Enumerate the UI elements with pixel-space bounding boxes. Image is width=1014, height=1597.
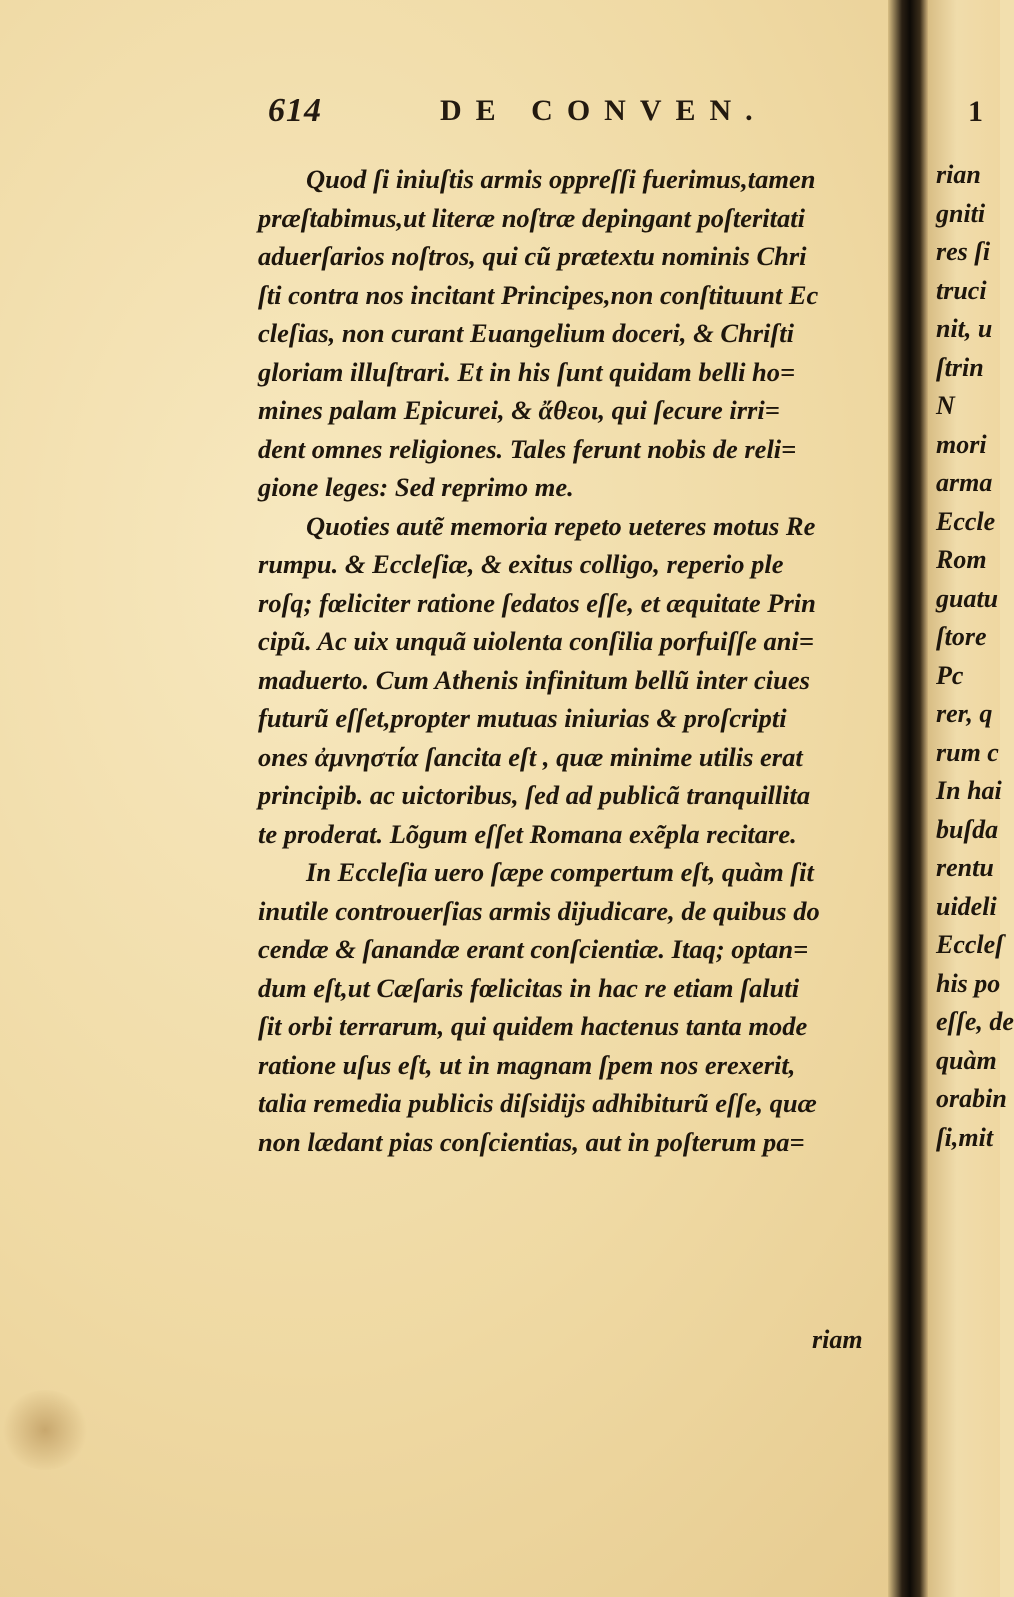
right-page-line: res ſi: [936, 237, 991, 266]
text-line: ones ἀμνηστία ſancita eſt , quæ minime utilis erat: [258, 741, 803, 772]
text-line: ſti contra nos incitant Principes,non conſtituunt Ec: [258, 279, 819, 310]
right-page-line: nit, u: [936, 314, 993, 343]
right-page-line: ſi,mit: [936, 1122, 994, 1152]
right-page-line: eſſe, de: [936, 1007, 1014, 1036]
text-line: futurũ eſſet,propter mutuas iniurias & proſcripti: [258, 703, 787, 733]
text-line: non lædant pias conſcientias, aut in poſterum pa=: [258, 1126, 805, 1157]
right-page-line: gniti: [936, 198, 986, 228]
catchword: riam: [812, 1325, 863, 1354]
right-page-line: rer, q: [936, 699, 993, 728]
paper-stain: [0, 1390, 90, 1470]
text-line: dum eſt,ut Cæſaris fœlicitas in hac re etiam ſaluti: [258, 972, 800, 1003]
right-page-line: his po: [936, 968, 1001, 998]
text-line: cipũ. Ac uix unquã uiolenta conſilia porfuiſſe ani=: [258, 626, 814, 656]
page-number: 614: [268, 92, 322, 129]
right-page-line: guatu: [936, 583, 999, 613]
text-line: rumpu. & Eccleſiæ, & exitus colligo, reperio ple: [258, 549, 784, 579]
text-line: præſtabimus,ut literæ noſtræ depingant poſteritati: [258, 202, 805, 233]
right-page-line: ſtrin: [936, 352, 984, 382]
right-page-line: Pc: [936, 660, 964, 690]
text-line: mines palam Epicurei, & ἄθεοι, qui ſecure irri=: [258, 395, 780, 425]
right-page-line: mori: [936, 429, 987, 459]
text-line: roſq; fœliciter ratione ſedatos eſſe, et æquitate Prin: [258, 587, 816, 618]
text-line: talia remedia publicis diſsidijs adhibiturũ eſſe, quæ: [258, 1088, 817, 1118]
right-page-text: [928, 160, 1014, 1161]
right-page-line: arma: [936, 468, 993, 497]
text-line: cendæ & ſanandæ erant conſcientiæ. Itaq; optan=: [258, 934, 809, 964]
text-line: inutile controuerſias armis dijudicare, de quibus do: [258, 895, 820, 926]
text-line: principib. ac uictoribus, ſed ad publicã tranquillita: [258, 780, 811, 810]
text-line: Quoties autẽ memoria repeto ueteres motus Re: [306, 510, 816, 541]
right-page-header: 1: [968, 95, 983, 128]
right-page-line: In hai: [936, 776, 1002, 805]
right-page-line: Rom: [936, 545, 987, 574]
text-line: Quod ſi iniuſtis armis oppreſſi fuerimus,tamen: [306, 164, 816, 194]
text-line: In Eccleſia uero ſæpe compertum eſt, quàm ſit: [306, 857, 814, 887]
right-page-line: uideli: [936, 891, 997, 921]
right-page-line: rian: [936, 160, 981, 189]
text-line: aduerſarios noſtros, qui cũ prætextu nominis Chri: [258, 241, 807, 271]
right-page-line: rentu: [936, 853, 994, 882]
right-page-line: orabin: [936, 1084, 1007, 1113]
right-page-line: quàm: [936, 1045, 997, 1075]
text-line: gloriam illuſtrari. Et in his ſunt quidam belli ho=: [258, 356, 796, 387]
right-page-line: rum c: [936, 737, 999, 767]
text-line: cleſias, non curant Euangelium doceri, & Chriſti: [258, 318, 794, 348]
right-page-line: N: [936, 391, 955, 420]
text-line: maduerto. Cum Athenis infinitum bellũ inter ciues: [258, 664, 810, 695]
right-page-line: Eccle: [936, 506, 996, 536]
text-line: ſit orbi terrarum, qui quidem hactenus tanta mode: [258, 1011, 808, 1041]
text-line: ratione uſus eſt, ut in magnam ſpem nos erexerit,: [258, 1049, 796, 1080]
right-page-line: Eccleſ: [936, 930, 1004, 959]
text-line: gione leges: Sed reprimo me.: [258, 472, 574, 502]
right-page-line: truci: [936, 275, 987, 305]
running-title: DE CONVEN.: [440, 94, 767, 127]
text-line: dent omnes religiones. Tales ferunt nobis de reli=: [258, 433, 797, 464]
book-gutter: [888, 0, 928, 1597]
right-page-line: ſtore: [936, 622, 987, 651]
text-line: te proderat. Lõgum eſſet Romana exẽpla recitare.: [258, 818, 797, 849]
right-page-line: buſda: [936, 814, 999, 844]
body-text: [258, 160, 886, 1161]
page-header: [268, 92, 868, 142]
right-page-fragment: [928, 0, 1014, 1597]
